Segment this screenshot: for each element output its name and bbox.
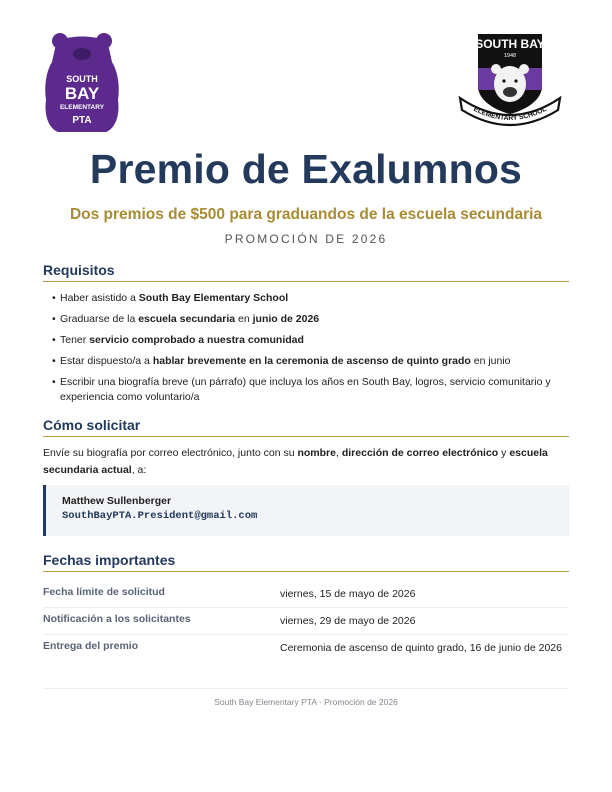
logo-left-line3: ELEMENTARY — [59, 104, 105, 111]
date-label: Notificación a los solicitantes — [43, 613, 191, 625]
date-label: Entrega del premio — [43, 640, 139, 652]
how-to-apply-heading: Cómo solicitar — [43, 417, 569, 437]
date-row — [43, 586, 569, 608]
requirements-list — [52, 291, 572, 411]
date-label: Fecha límite de solicitud — [43, 586, 165, 598]
how-to-apply-text: Envíe su biografía por correo electrónico, junto con su nombre, dirección de correo electrónico y escuela secundaria actual, a: — [43, 447, 548, 476]
south-bay-pta-bear-logo — [42, 32, 122, 136]
requirement-item: • Estar dispuesto/a a hablar brevemente en la ceremonia de ascenso de quinto grado en junio — [52, 354, 572, 369]
logo-right-year: 1948 — [503, 53, 517, 59]
class-tagline: PROMOCIÓN DE 2026 — [224, 232, 388, 246]
logo-left-line2: BAY — [64, 84, 100, 103]
requirement-item: • Tener servicio comprobado a nuestra comunidad — [52, 333, 572, 348]
logo-left-line1: SOUTH — [66, 74, 98, 84]
contact-name: Matthew Sullenberger — [62, 495, 172, 507]
date-row — [43, 613, 569, 635]
contact-box — [43, 485, 569, 536]
important-dates-heading: Fechas importantes — [43, 552, 569, 572]
page-title: Premio de Exalumnos — [89, 146, 523, 192]
requirement-item: • Haber asistido a South Bay Elementary School — [52, 291, 572, 306]
south-bay-school-shield-logo — [454, 32, 566, 132]
contact-email[interactable]: SouthBayPTA.President@gmail.com — [62, 510, 258, 522]
requirement-item: • Graduarse de la escuela secundaria en junio de 2026 — [52, 312, 572, 327]
logo-left-line4: PTA — [72, 115, 92, 126]
date-row — [43, 640, 569, 676]
date-value: viernes, 15 de mayo de 2026 — [280, 588, 416, 600]
date-value: viernes, 29 de mayo de 2026 — [280, 615, 416, 627]
page-footer: South Bay Elementary PTA · Promoción de 2026 — [43, 688, 569, 707]
date-value: Ceremonia de ascenso de quinto grado, 16 de junio de 2026 — [280, 642, 562, 654]
logo-right-bottom: ELEMENTARY SCHOOL — [472, 105, 548, 123]
requirement-item: • Escribir una biografía breve (un párrafo) que incluya los años en South Bay, logros, servicio comunitario y experiencia como voluntario/a — [52, 375, 572, 405]
requirements-heading: Requisitos — [43, 262, 569, 282]
logo-right-top: SOUTH BAY — [475, 37, 545, 51]
award-subtitle: Dos premios de $500 para graduandos de la escuela secundaria — [69, 206, 543, 223]
